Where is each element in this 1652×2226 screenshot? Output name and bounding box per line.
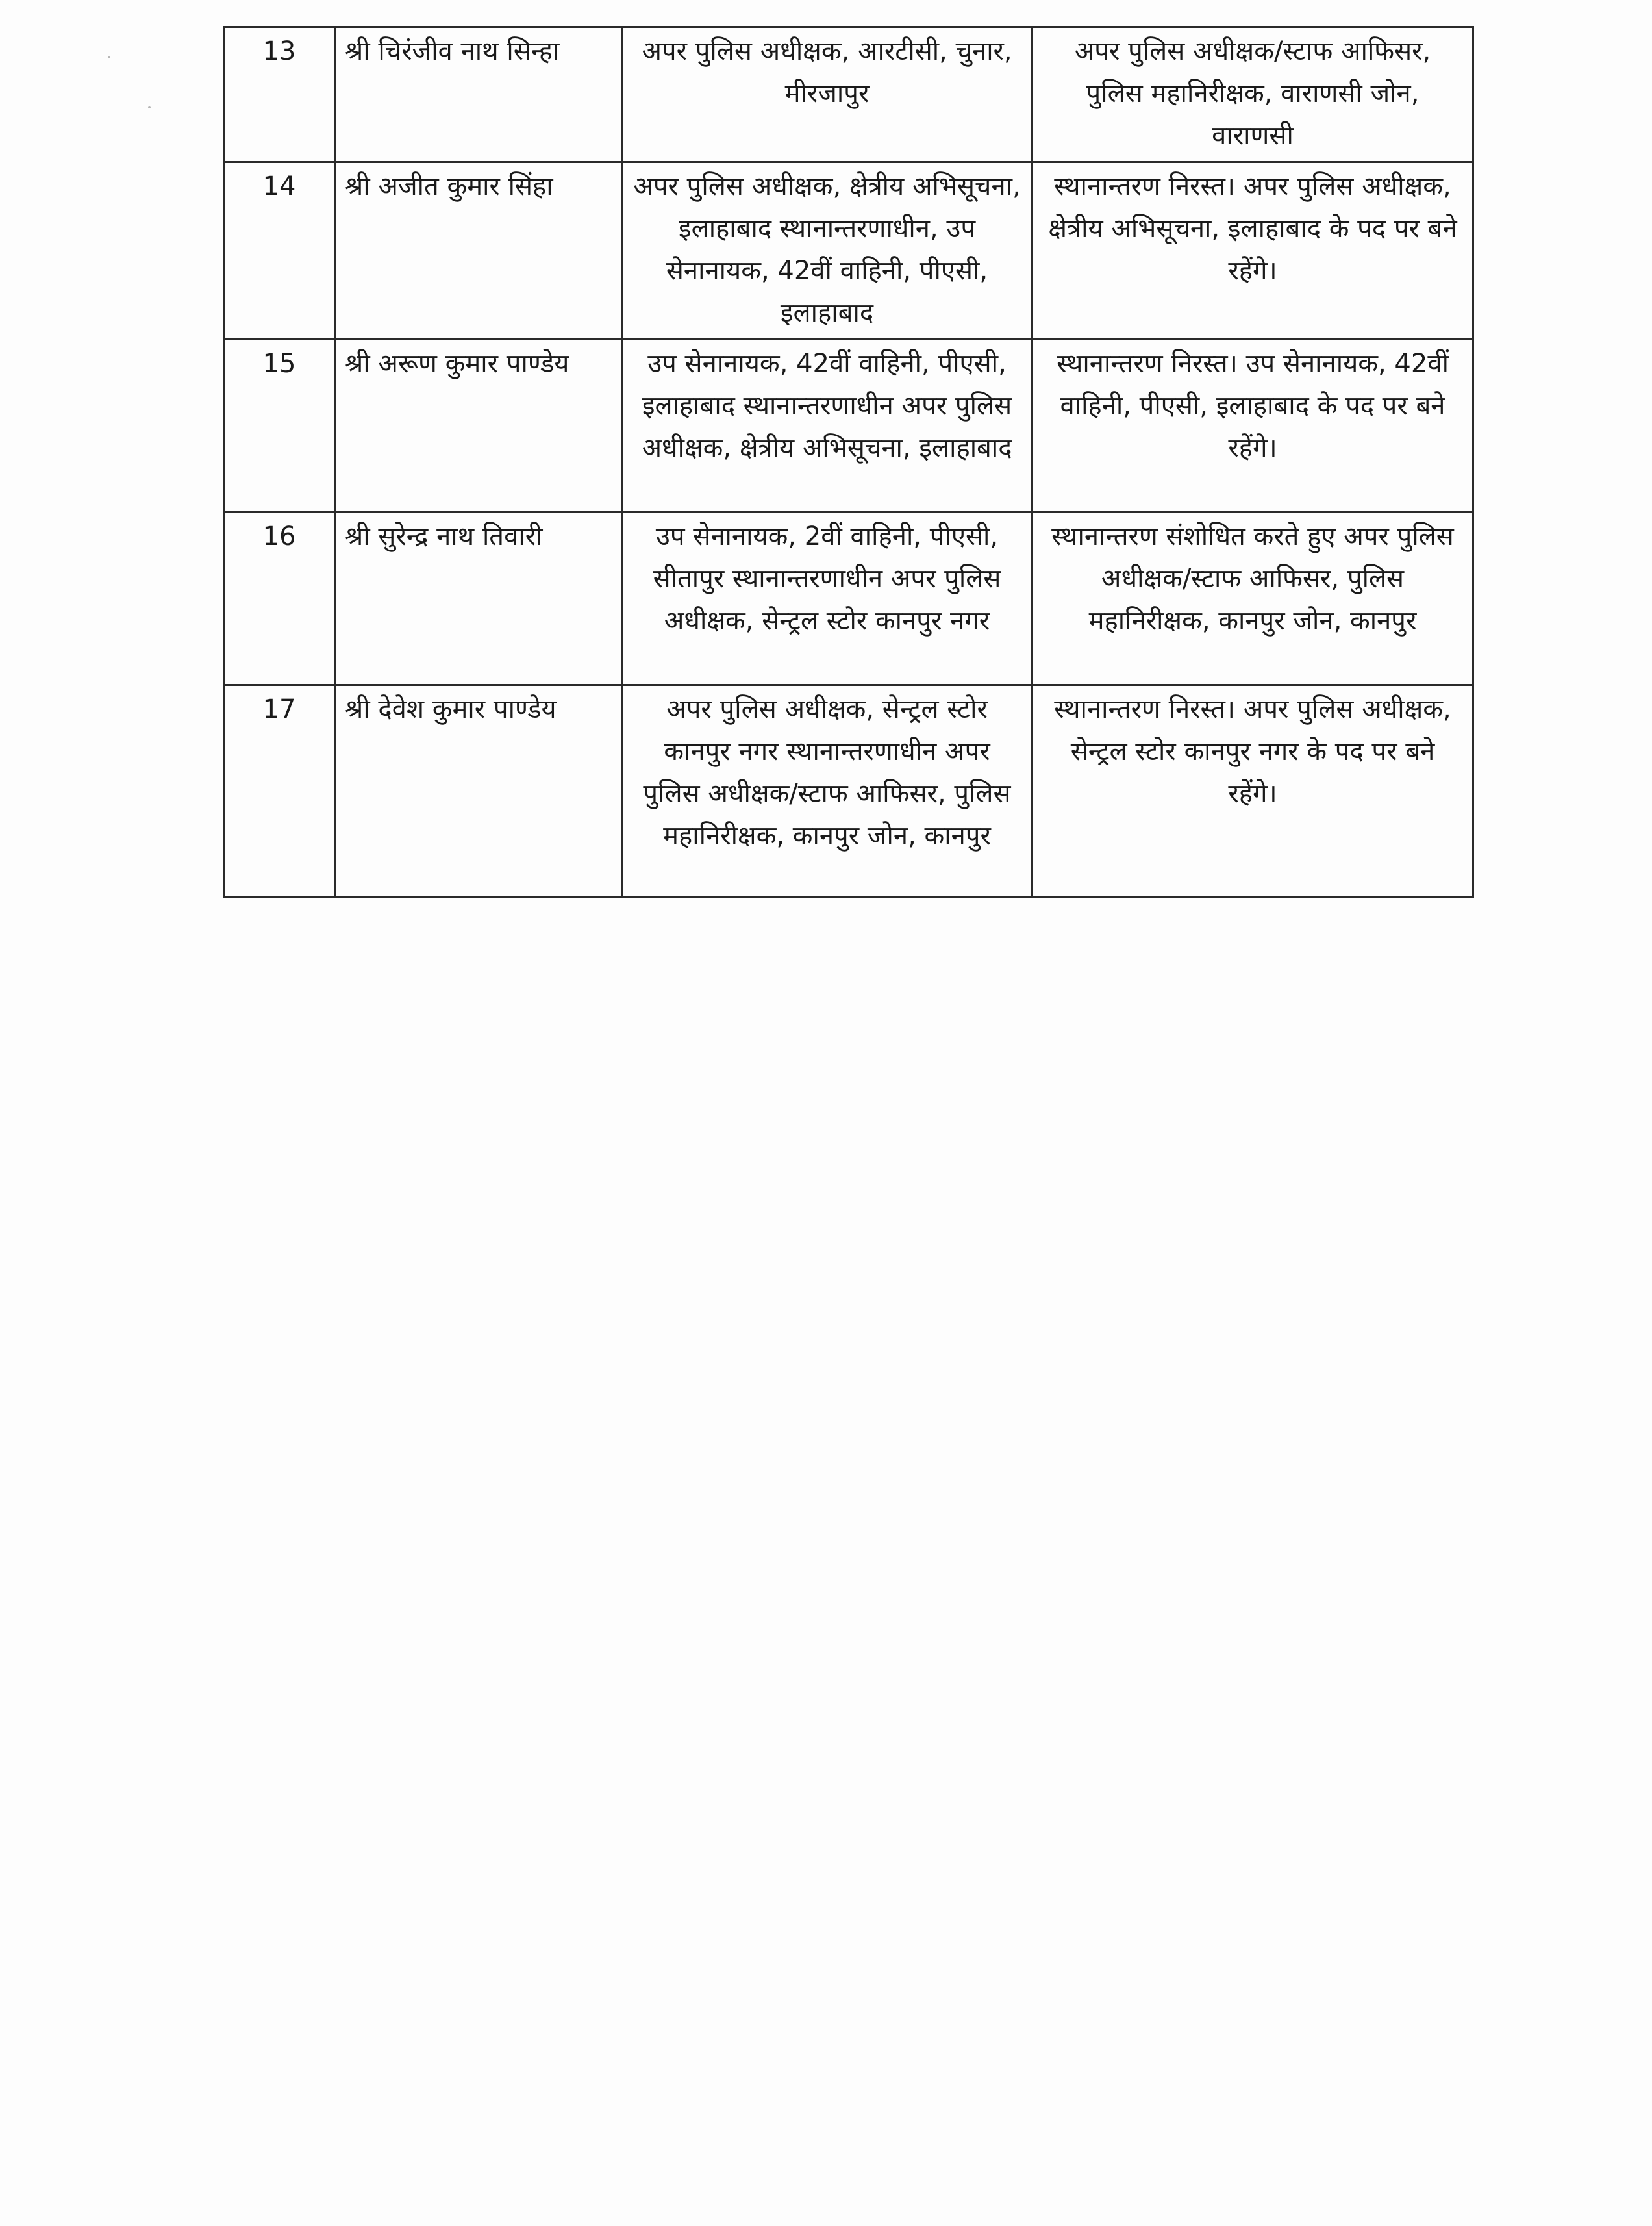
scan-speck (108, 56, 110, 58)
serial-number-cell: 17 (224, 685, 335, 897)
serial-number-cell: 13 (224, 27, 335, 162)
current-posting-cell: उप सेनानायक, 2वीं वाहिनी, पीएसी, सीतापुर स्थानान्तरणाधीन अपर पुलिस अधीक्षक, सेन्ट्रल स्टोर कानपुर नगर (622, 512, 1032, 685)
new-posting-cell: स्थानान्तरण निरस्त। उप सेनानायक, 42वीं वाहिनी, पीएसी, इलाहाबाद के पद पर बने रहेंगे। (1032, 340, 1473, 512)
current-posting-cell: उप सेनानायक, 42वीं वाहिनी, पीएसी, इलाहाबाद स्थानान्तरणाधीन अपर पुलिस अधीक्षक, क्षेत्रीय अभिसूचना, इलाहाबाद (622, 340, 1032, 512)
table-row (224, 512, 1473, 685)
table-row (224, 27, 1473, 162)
officer-name-cell: श्री देवेश कुमार पाण्डेय (335, 685, 622, 897)
new-posting-cell: स्थानान्तरण संशोधित करते हुए अपर पुलिस अधीक्षक/स्टाफ आफिसर, पुलिस महानिरीक्षक, कानपुर जोन, कानपुर (1032, 512, 1473, 685)
table-row (224, 162, 1473, 340)
serial-number-cell: 14 (224, 162, 335, 340)
serial-number-cell: 16 (224, 512, 335, 685)
current-posting-cell: अपर पुलिस अधीक्षक, सेन्ट्रल स्टोर कानपुर नगर स्थानान्तरणाधीन अपर पुलिस अधीक्षक/स्टाफ आफिसर, पुलिस महानिरीक्षक, कानपुर जोन, कानपुर (622, 685, 1032, 897)
current-posting-cell: अपर पुलिस अधीक्षक, क्षेत्रीय अभिसूचना, इलाहाबाद स्थानान्तरणाधीन, उप सेनानायक, 42वीं वाहिनी, पीएसी, इलाहाबाद (622, 162, 1032, 340)
table-row (224, 685, 1473, 897)
transfer-table (223, 26, 1474, 898)
officer-name-cell: श्री चिरंजीव नाथ सिन्हा (335, 27, 622, 162)
new-posting-cell: अपर पुलिस अधीक्षक/स्टाफ आफिसर, पुलिस महानिरीक्षक, वाराणसी जोन, वाराणसी (1032, 27, 1473, 162)
new-posting-cell: स्थानान्तरण निरस्त। अपर पुलिस अधीक्षक, सेन्ट्रल स्टोर कानपुर नगर के पद पर बने रहेंगे। (1032, 685, 1473, 897)
new-posting-cell: स्थानान्तरण निरस्त। अपर पुलिस अधीक्षक, क्षेत्रीय अभिसूचना, इलाहाबाद के पद पर बने रहेंगे। (1032, 162, 1473, 340)
scan-speck (148, 106, 151, 108)
current-posting-cell: अपर पुलिस अधीक्षक, आरटीसी, चुनार, मीरजापुर (622, 27, 1032, 162)
serial-number-cell: 15 (224, 340, 335, 512)
officer-name-cell: श्री अजीत कुमार सिंहा (335, 162, 622, 340)
officer-name-cell: श्री सुरेन्द्र नाथ तिवारी (335, 512, 622, 685)
table-row (224, 340, 1473, 512)
officer-name-cell: श्री अरूण कुमार पाण्डेय (335, 340, 622, 512)
